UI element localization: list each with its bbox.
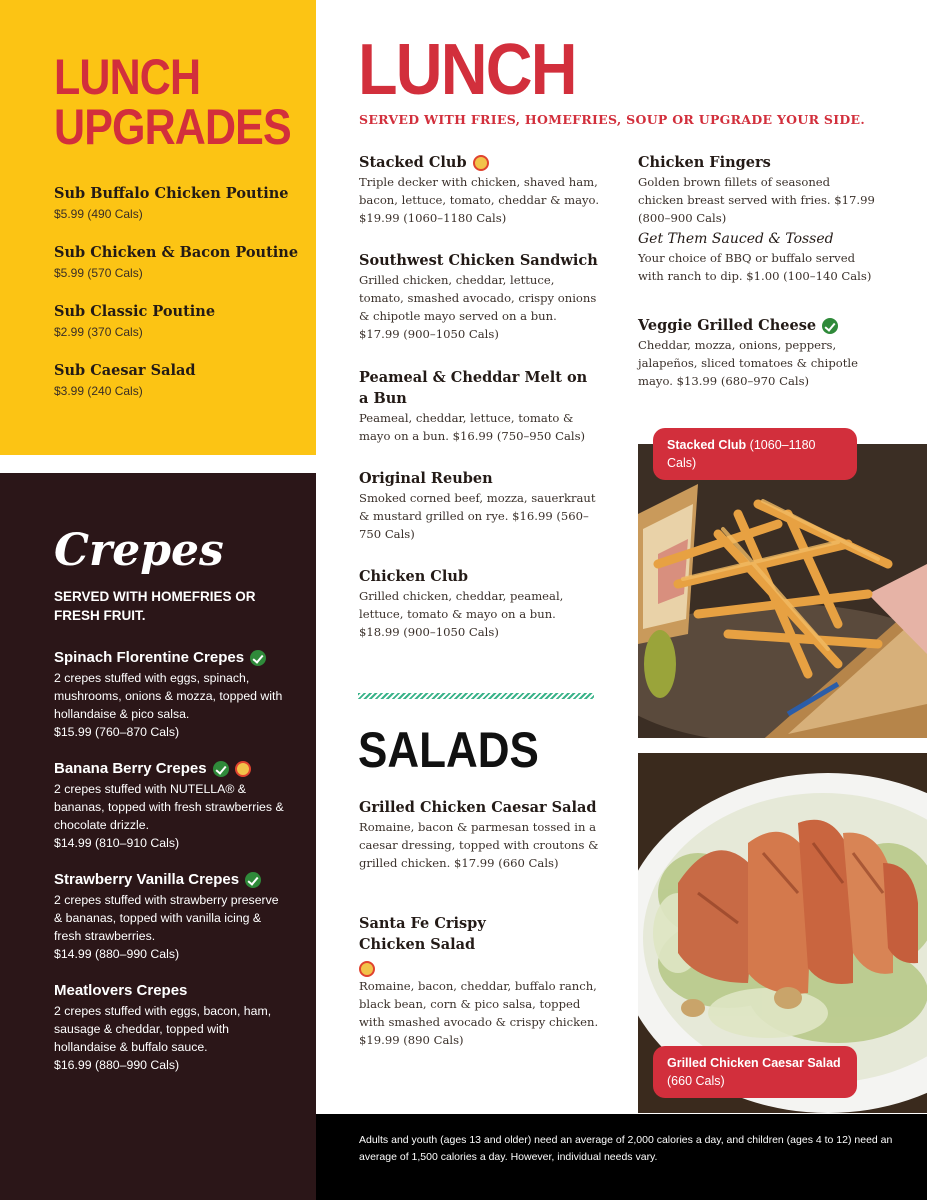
- list-item: [54, 758, 286, 852]
- crepe-description: 2 crepes stuffed with NUTELLA® & bananas, topped with fresh strawberries & chocolate drizzle.: [54, 782, 284, 832]
- item-description: Triple decker with chicken, shaved ham, bacon, lettuce, tomato, cheddar & mayo. $19.99 (1060–1180 Cals): [359, 175, 600, 225]
- crepes-subtitle: SERVED WITH HOMEFRIES OR FRESH FRUIT.: [54, 589, 256, 623]
- crepe-name: Strawberry Vanilla Crepes: [54, 871, 240, 888]
- menu-item: [638, 152, 878, 285]
- list-item: [54, 647, 286, 741]
- stacked-club-badge: [653, 428, 857, 480]
- badge-item-name: Grilled Chicken Caesar Salad: [667, 1056, 841, 1070]
- upgrade-name: Sub Chicken & Bacon Poutine: [54, 244, 299, 261]
- lunch-title: LUNCH: [358, 30, 576, 110]
- upgrade-price: $3.99 (240 Cals): [54, 384, 143, 398]
- stacked-club-illustration: [638, 444, 927, 738]
- badge-calories: (660 Cals): [667, 1074, 725, 1088]
- lunch-upgrades-panel: [0, 0, 316, 455]
- crepes-title: Crepes: [54, 525, 224, 576]
- crepe-description: 2 crepes stuffed with eggs, spinach, mushrooms, onions & mozza, topped with hollandaise & pico salsa.: [54, 671, 283, 721]
- list-item: [54, 302, 316, 342]
- menu-item: [359, 367, 589, 445]
- crepe-name: Spinach Florentine Crepes: [54, 649, 245, 666]
- menu-item: [359, 152, 599, 227]
- item-name: Stacked Club: [359, 154, 467, 171]
- item-description: Peameal, cheddar, lettuce, tomato & mayo on a bun. $16.99 (750–950 Cals): [359, 411, 586, 443]
- item-description: Grilled chicken, cheddar, peameal, lettuce, tomato & mayo on a bun. $18.99 (900–1050 Cals): [359, 589, 564, 639]
- item-name: Chicken Fingers: [638, 154, 771, 171]
- vegetarian-icon: [822, 318, 838, 334]
- menu-item: [359, 250, 599, 343]
- crepe-name: Banana Berry Crepes: [54, 760, 207, 777]
- favourite-icon: [235, 761, 251, 777]
- item-description: Grilled chicken, cheddar, lettuce, tomato, smashed avocado, crispy onions & chipotle mayo served on a bun. $17.99 (900–1050 Cals): [359, 273, 597, 341]
- list-item: [54, 361, 316, 401]
- upgrades-list: [54, 184, 316, 401]
- crepe-price: $15.99 (760–870 Cals): [54, 725, 180, 739]
- item-addon-name: Get Them Sauced & Tossed: [638, 231, 834, 247]
- item-addon-description: Your choice of BBQ or buffalo served with ranch to dip. $1.00 (100–140 Cals): [638, 251, 872, 283]
- menu-item: [359, 468, 599, 543]
- upgrade-price: $5.99 (490 Cals): [54, 207, 143, 221]
- upgrades-title: LUNCH UPGRADES: [54, 49, 291, 155]
- crepe-name: Meatlovers Crepes: [54, 982, 188, 999]
- stacked-club-photo: [638, 444, 927, 738]
- item-description: Smoked corned beef, mozza, sauerkraut & mustard grilled on rye. $16.99 (560–750 Cals): [359, 491, 596, 541]
- vegetarian-icon: [213, 761, 229, 777]
- caesar-salad-badge: [653, 1046, 857, 1098]
- upgrade-name: Sub Caesar Salad: [54, 362, 196, 379]
- list-item: [54, 184, 316, 224]
- item-description: Golden brown fillets of seasoned chicken breast served with fries. $17.99 (800–900 Cals): [638, 175, 875, 225]
- item-description: Romaine, bacon & parmesan tossed in a caesar dressing, topped with croutons & grilled chicken. $17.99 (660 Cals): [359, 820, 599, 870]
- crepe-price: $14.99 (810–910 Cals): [54, 836, 180, 850]
- item-description: Cheddar, mozza, onions, peppers, jalapeños, sliced tomatoes & chipotle mayo. $13.99 (680–970 Cals): [638, 338, 858, 388]
- badge-calories: (1060–1180 Cals): [667, 438, 816, 470]
- crepes-list: [54, 647, 286, 1074]
- menu-item: [359, 797, 599, 872]
- vegetarian-icon: [250, 650, 266, 666]
- item-name: Grilled Chicken Caesar Salad: [359, 799, 597, 816]
- favourite-icon: [359, 961, 375, 977]
- favourite-icon: [473, 155, 489, 171]
- upgrade-price: $5.99 (570 Cals): [54, 266, 143, 280]
- item-name: Veggie Grilled Cheese: [638, 317, 817, 334]
- crepe-price: $14.99 (880–990 Cals): [54, 947, 180, 961]
- item-name: Santa Fe Crispy Chicken Salad: [359, 915, 486, 953]
- item-name: Peameal & Cheddar Melt on a Bun: [359, 369, 588, 407]
- upgrade-name: Sub Classic Poutine: [54, 303, 216, 320]
- upgrade-price: $2.99 (370 Cals): [54, 325, 143, 339]
- item-name: Southwest Chicken Sandwich: [359, 252, 598, 269]
- disclaimer-text: Adults and youth (ages 13 and older) need an average of 2,000 calories a day, and children (ages 4 to 12) need an average of 1,500 calories a day. However, individual needs vary.: [359, 1134, 893, 1163]
- crepes-panel: [0, 473, 316, 1200]
- menu-item: [359, 913, 599, 1049]
- crepe-description: 2 crepes stuffed with strawberry preserve & bananas, topped with vanilla icing & fresh strawberries.: [54, 893, 279, 943]
- list-item: [54, 243, 316, 283]
- item-description: Romaine, bacon, cheddar, buffalo ranch, black bean, corn & pico salsa, topped with smashed avocado & crispy chicken. $19.99 (890 Cals): [359, 979, 599, 1047]
- salads-title: SALADS: [358, 722, 539, 778]
- calorie-disclaimer: [316, 1114, 927, 1200]
- crepe-description: 2 crepes stuffed with eggs, bacon, ham, sausage & cheddar, topped with hollandaise & buffalo sauce.: [54, 1004, 272, 1054]
- list-item: [54, 980, 286, 1074]
- lunch-subtitle: SERVED WITH FRIES, HOMEFRIES, SOUP OR UPGRADE YOUR SIDE.: [359, 112, 865, 127]
- menu-item: [638, 315, 878, 390]
- badge-item-name: Stacked Club: [667, 438, 747, 452]
- vegetarian-icon: [245, 872, 261, 888]
- menu-item: [359, 566, 599, 641]
- list-item: [54, 869, 286, 963]
- section-divider: [358, 693, 594, 699]
- item-name: Chicken Club: [359, 568, 469, 585]
- crepe-price: $16.99 (880–990 Cals): [54, 1058, 180, 1072]
- upgrade-name: Sub Buffalo Chicken Poutine: [54, 185, 289, 202]
- item-name: Original Reuben: [359, 470, 493, 487]
